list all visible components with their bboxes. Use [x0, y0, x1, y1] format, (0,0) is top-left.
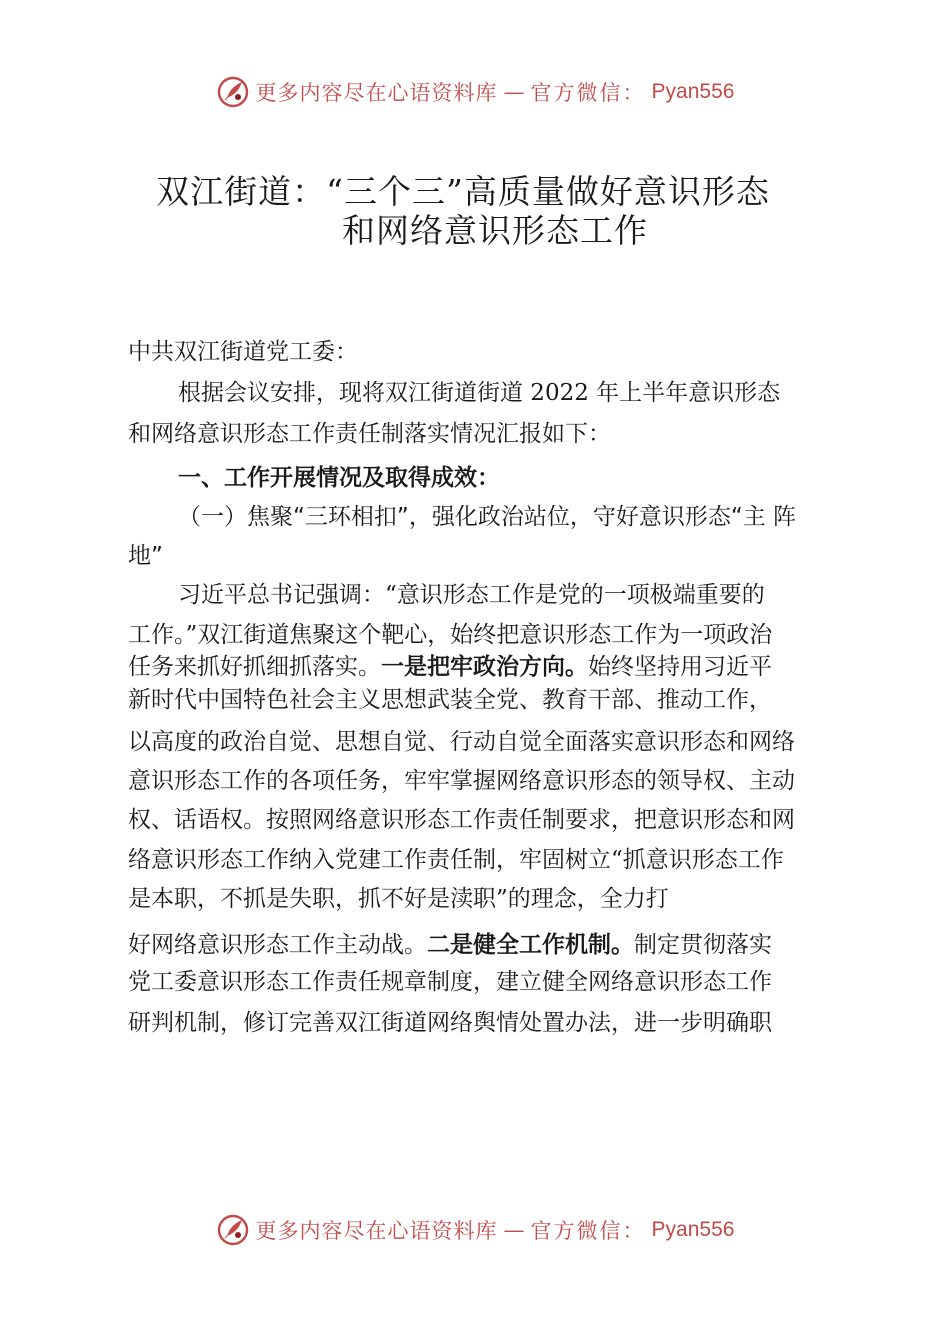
paragraph-line-2: 工作。”双江街道焦聚这个靶心，始终把意识形态工作为一项政治 [128, 622, 773, 648]
watermark-wechat-label: 官方微信： [530, 81, 646, 105]
paragraph-line-5: 以高度的政治自觉、思想自觉、行动自觉全面落实意识形态和网络 [128, 729, 795, 755]
paragraph-line-8: 络意识形态工作纳入党建工作责任制，牢固树立“抓意识形态工作 [128, 847, 784, 873]
watermark-wechat-id: Pyan556 [651, 80, 735, 103]
paragraph-line-12: 研判机制，修订完善双江街道网络舆情处置办法，进一步明确职 [128, 1010, 772, 1036]
paragraph-line-6: 意识形态工作的各项任务，牢牢掌握网络意识形态的领导权、主动 [128, 768, 795, 794]
watermark-separator: — [503, 80, 525, 104]
paragraph-line-10 [128, 930, 772, 960]
watermark-wechat-id: Pyan556 [651, 1218, 735, 1241]
section-heading-1: 一、工作开展情况及取得成效： [178, 465, 500, 491]
paragraph-line-3 [128, 652, 772, 682]
paragraph-line-3-text-a: 任务来抓好抓细抓落实。 [128, 654, 381, 680]
footer-watermark [0, 1210, 950, 1250]
document-title-line-2: 和网络意识形态工作 [342, 211, 648, 250]
watermark-text: 更多内容尽在心语资料库 [255, 1219, 498, 1243]
subheading-1-line-2: 地” [128, 543, 163, 569]
intro-line-2: 和网络意识形态工作责任制落实情况汇报如下： [128, 421, 611, 447]
document-title-line-1: 双江街道：“三个三”高质量做好意识形态 [156, 172, 770, 211]
watermark-text: 更多内容尽在心语资料库 [255, 81, 498, 105]
emphasis-point-one: 一是把牢政治方向。 [381, 654, 588, 680]
header-watermark [0, 72, 950, 112]
watermark-wechat-label: 官方微信： [530, 1219, 646, 1243]
paragraph-line-11: 党工委意识形态工作责任规章制度，建立健全网络意识形态工作 [128, 969, 772, 995]
paragraph-line-1: 习近平总书记强调：“意识形态工作是党的一项极端重要的 [178, 582, 765, 608]
feather-logo-icon [216, 1213, 250, 1247]
salutation: 中共双江街道党工委： [128, 339, 358, 365]
emphasis-point-two: 二是健全工作机制。 [427, 932, 634, 958]
paragraph-line-10-text-c: 制定贯彻落实 [634, 932, 772, 958]
paragraph-line-7: 权、话语权。按照网络意识形态工作责任制要求，把意识形态和网 [128, 807, 795, 833]
feather-logo-icon [216, 75, 250, 109]
subheading-1-line-1: （一）焦聚“三环相扣”，强化政治站位，守好意识形态“主 阵 [178, 504, 797, 530]
watermark-separator: — [503, 1218, 525, 1242]
paragraph-line-10-text-a: 好网络意识形态工作主动战。 [128, 932, 427, 958]
intro-line-1: 根据会议安排，现将双江街道街道 2022 年上半年意识形态 [178, 380, 781, 406]
paragraph-line-3-text-c: 始终坚持用习近平 [588, 654, 772, 680]
paragraph-line-4: 新时代中国特色社会主义思想武装全党、教育干部、推动工作， [128, 687, 772, 713]
paragraph-line-9: 是本职，不抓是失职，抓不好是渎职”的理念，全力打 [128, 886, 669, 912]
